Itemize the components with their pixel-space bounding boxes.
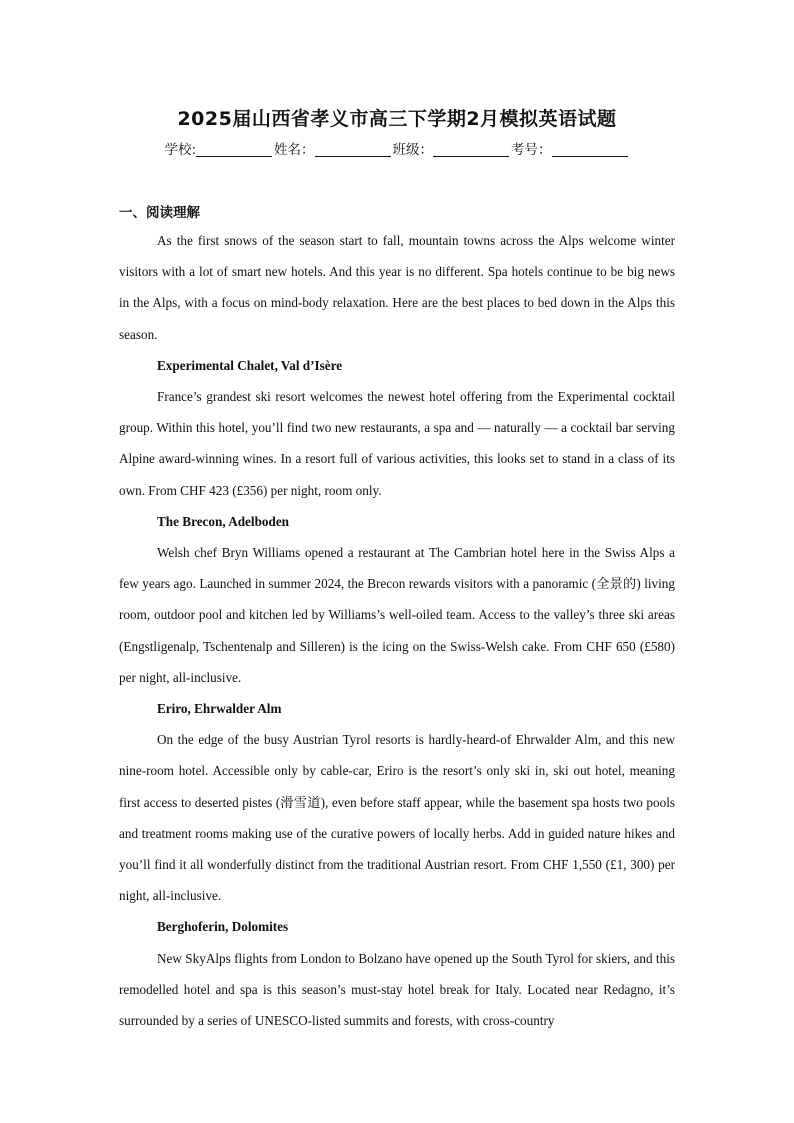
passage bbox=[119, 225, 675, 1036]
exam-number-label: 考号： bbox=[511, 142, 552, 158]
school-label: 学校: bbox=[164, 142, 197, 158]
name-blank[interactable] bbox=[315, 142, 391, 157]
hotel-description: France’s grandest ski resort welcomes the newest hotel offering from the Experimental cocktail group. Within this hotel, you’ll find two new restaurants, a spa and — naturally — a cocktail bar serving Alpine award-winning wines. In a resort full of various activities, this looks set to stand in a class of its own. From CHF 423 (£356) per night, room only. bbox=[119, 389, 675, 498]
hotel-description: Welsh chef Bryn Williams opened a restaurant at The Cambrian hotel here in the Swiss Alps a few years ago. Launched in summer 2024, the Brecon rewards visitors with a panoramic (全景的) living room, outdoor pool and kitchen led by Williams’s well-oiled team. Access to the valley’s three ski areas (Engstligenalp, Tschentenalp and Silleren) is the icing on the Swiss-Welsh cake. From CHF 650 (£580) per night, all-inclusive. bbox=[119, 545, 675, 685]
hotel-description: On the edge of the busy Austrian Tyrol resorts is hardly-heard-of Ehrwalder Alm, and this new nine-room hotel. Accessible only by cable-car, Eriro is the resort’s only ski in, ski out hotel, meaning first access to deserted pistes (滑雪道), even before staff appear, while the basement spa hosts two pools and treatment rooms making use of the curative powers of locally herbs. Add in guided nature hikes and you’ll find it all wonderfully distinct from the traditional Austrian resort. From CHF 1,550 (£1, 300) per night, all-inclusive. bbox=[119, 732, 675, 904]
page-title: 2025届山西省孝义市高三下学期2月模拟英语试题 bbox=[177, 108, 617, 130]
hotel-name: The Brecon, Adelboden bbox=[157, 513, 290, 529]
class-blank[interactable] bbox=[433, 142, 509, 157]
hotel-name: Eriro, Ehrwalder Alm bbox=[157, 701, 282, 717]
school-blank[interactable] bbox=[196, 142, 272, 157]
passage-intro: As the first snows of the season start to fall, mountain towns across the Alps welcome winter visitors with a lot of smart new hotels. And this year is no different. Spa hotels continue to be big news in the Alps, with a focus on mind-body relaxation. Here are the best places to bed down in the Alps this season. bbox=[119, 233, 675, 342]
hotel-name: Experimental Chalet, Val d’Isère bbox=[157, 357, 343, 373]
hotel-name: Berghoferin, Dolomites bbox=[157, 919, 289, 935]
exam-number-blank[interactable] bbox=[552, 142, 628, 157]
section-heading: 一、阅读理解 bbox=[119, 205, 200, 221]
hotel-description: New SkyAlps flights from London to Bolzano have opened up the South Tyrol for skiers, and this remodelled hotel and spa is this season’s must-stay hotel break for Italy. Located near Redagno, it’s surrounded by a series of UNESCO-listed summits and forests, with cross-country bbox=[119, 950, 675, 1029]
name-label: 姓名： bbox=[274, 142, 315, 158]
class-label: 班级： bbox=[392, 142, 434, 158]
student-info-line bbox=[0, 138, 794, 158]
